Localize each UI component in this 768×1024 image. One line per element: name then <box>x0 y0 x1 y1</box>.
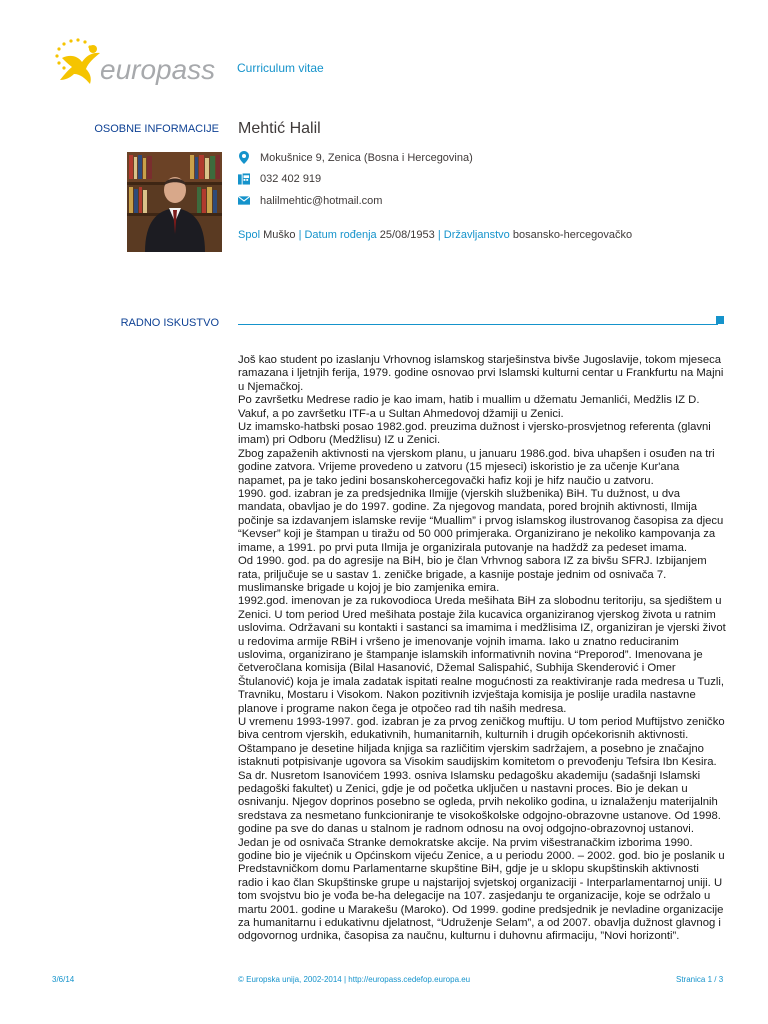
europass-logo <box>52 36 232 88</box>
section-label-experience: RADNO ISKUSTVO <box>120 317 219 329</box>
dob-value: 25/08/1953 <box>379 229 435 241</box>
address-text: Mokušnice 9, Zenica (Bosna i Hercegovina) <box>260 151 473 164</box>
experience-paragraph: 1992.god. imenovan je za rukovodioca Ureda mešihata BiH za slobodnu teritoriju, sa sjedištem u Zenici. U tom period Ured mešihata postaje žila kucavica organiziranog vjerskog života u ratnim uslovima. Održavani su kontakti i sastanci sa imamima i medžlisima IZ, organiziran je vjerski život u redovima armije RBiH i vršeno je imenovanje vojnih imama. Iako u znatno reduciranim uslovima, organizirano je štampanje islamskih informativnih novina “Preporod”. Imenovana je četveročlana komisija (Bilal Hasanović, Džemal Salispahić, Subhija Skenderović i Omer Štulanović) koja je imala zadatak ispitati realne mogućnosti za reaktiviranje rada medresa u Tuzli, Travniku, Mostaru i Visokom. Nakon pozitivnih izvještaja komisija je poslije uradila nastavne planove i programe nakon čega je otpočeo rad tih naših medresa. <box>238 595 726 715</box>
experience-paragraph: U vremenu 1993-1997. god. izabran je za prvog zeničkog muftiju. U tom period Muftijstvo zeničko biva centrom vjerskih, edukativnih, humanitarnih, kulturnih i drugih općekorisnih aktivnosti. Oštampano je desetine hiljada knjiga sa različitim vjerskim sadržajem, a posebno je značajno istaknuti potpisivanje ugovora sa Visokim saudijskim komitetom o prevođenju Tefsira Ibn Kesira. <box>238 715 725 769</box>
document-title: Curriculum vitae <box>237 61 324 75</box>
citizenship-value: bosansko-hercegovačko <box>512 229 633 241</box>
dob-label: Datum rođenja <box>304 229 377 241</box>
europass-logo-figure <box>52 36 232 88</box>
email-link[interactable]: halilmehtic@hotmail.com <box>260 194 383 207</box>
separator: | <box>437 229 441 241</box>
phone-text: 032 402 919 <box>260 172 322 185</box>
section-divider <box>238 324 718 325</box>
profile-photo <box>127 152 222 252</box>
email-row <box>238 194 382 207</box>
email-icon <box>238 194 250 207</box>
location-pin-icon <box>238 151 250 164</box>
footer-date: 3/6/14 <box>52 975 75 984</box>
experience-paragraph: Zbog zapaženih aktivnosti na vjerskom planu, u januaru 1986.god. biva uhapšen i osuđen na tri godine zatvora. Vrijeme provedeno u zatvoru (15 mjeseci) iskoristio je za učenje Kur'ana napamet, pa je tako jedini bosanskohercegovački hafiz koji je hifz naučio u zatvoru. <box>238 447 715 487</box>
svg-text:europass: europass <box>100 54 216 85</box>
separator: | <box>298 229 302 241</box>
experience-paragraph: 1990. god. izabran je za predsjednika Ilmijje (vjerskih službenika) BiH. Tu dužnost, u dva mandata, obavljao je do 1997. godine. Za njegovog mandata, pored brojnih aktivnosti, Ilmija počinje sa izdavanjem islamske revije “Muallim” i prvog islamskog ilustrovanog časopisa za djecu “Kevser” koji je štampan u tiražu od 50 000 primjeraka. Organizirano je nekoliko kampovanja za imame, a 1991. po prvi puta Ilmija je organizirala putovanje na hadždž za pedeset imama. <box>238 488 724 554</box>
personal-details <box>238 229 632 241</box>
person-name: Mehtić Halil <box>238 120 321 137</box>
gender-value: Muško <box>263 229 296 241</box>
experience-paragraph: Uz imamsko-hatbski posao 1982.god. preuzima dužnost i vjersko-prosvjetnog referenta (glavni imam) pri Odboru (Medžlisu) IZ u Zenici. <box>238 421 711 447</box>
footer-copyright[interactable]: © Europska unija, 2002-2014 | http://europass.cedefop.europa.eu <box>238 975 471 984</box>
section-divider-square <box>716 316 724 324</box>
phone-row <box>238 172 321 185</box>
section-label-personal: OSOBNE INFORMACIJE <box>94 123 219 135</box>
experience-paragraph: Po završetku Medrese radio je kao imam, hatib i muallim u džematu Jemanlići, Medžlis IZ D. Vakuf, a po završetku ITF-a u Sultan Ahmedovoj džamiji u Zenici. <box>238 394 700 420</box>
footer-page-number: Stranica 1 / 3 <box>676 975 724 984</box>
address-row <box>238 151 473 164</box>
phone-icon <box>238 172 250 185</box>
citizenship-label: Državljanstvo <box>443 229 510 241</box>
experience-paragraph: Jedan je od osnivača Stranke demokratske akcije. Na prvim višestranačkim izborima 1990. godine bio je vijećnik u Općinskom vijeću Zenice, a u periodu 2000. – 2002. god. bio je poslanik u Predstavničkom domu Parlamentarne skupštine BiH, gdje je u sklopu skupštinskih aktivnosti radio i kao član Skupštinske grupe u najstarijoj svjetskoj organizaciji - Interparlamentarnoj uniji. U tom svojstvu bio je vođa be-ha delegacije na 107. zasjedanju te organizacije, koje se održalo u martu 2001. godine u Marakešu (Maroko). Od 1999. godine predsjednik je nevladine organizacije za humanitarnu i edukativnu djelatnost, “Udruženje Selam”, a od 2007. obavlja dužnost glavnog i odgovornog urdnika, časopisa za naučnu, kulturnu i duhovnu afirmaciju, ”Novi horizonti”. <box>238 836 725 943</box>
experience-paragraph: Od 1990. god. pa do agresije na BiH, bio je član Vrhvnog sabora IZ za bivšu SFRJ. Izbijanjem rata, priljučuje se u sastav 1. zeničke brigade, a kasnije postaje jednim od osnivača 7. muslimanske brigade u kojoj je bio zamjenika emira. <box>238 555 707 594</box>
experience-paragraph: Sa dr. Nusretom Isanovićem 1993. osniva Islamsku pedagošku akademiju (sadašnji Islamski pedagoški fakultet) u Zenici, gdje je od početka uključen u nastavni proces. Bio je dekan u osnivanju. Njegov doprinos posebno se ogleda, prvih nekoliko godina, u iznalaženju materijalnih sredstava za nesmetano funkcioniranje te visokoškolske odgojno-obrazovne ustanove. Od 1998. godine pa sve do danas u stalnom je radnom odnosu na ovoj odgojno-obrazovnoj ustanovi. <box>238 769 721 836</box>
gender-label: Spol <box>238 229 261 241</box>
experience-text <box>238 354 726 944</box>
experience-paragraph: Još kao student po izaslanju Vrhovnog islamskog starješinstva bivše Jugoslavije, tokom mjeseca ramazana i ljetnjih ferija, 1979. godine osnovao prvi Islamski kulturni centar u Frankfurtu na Majni u Njemačkoj. <box>238 354 724 393</box>
